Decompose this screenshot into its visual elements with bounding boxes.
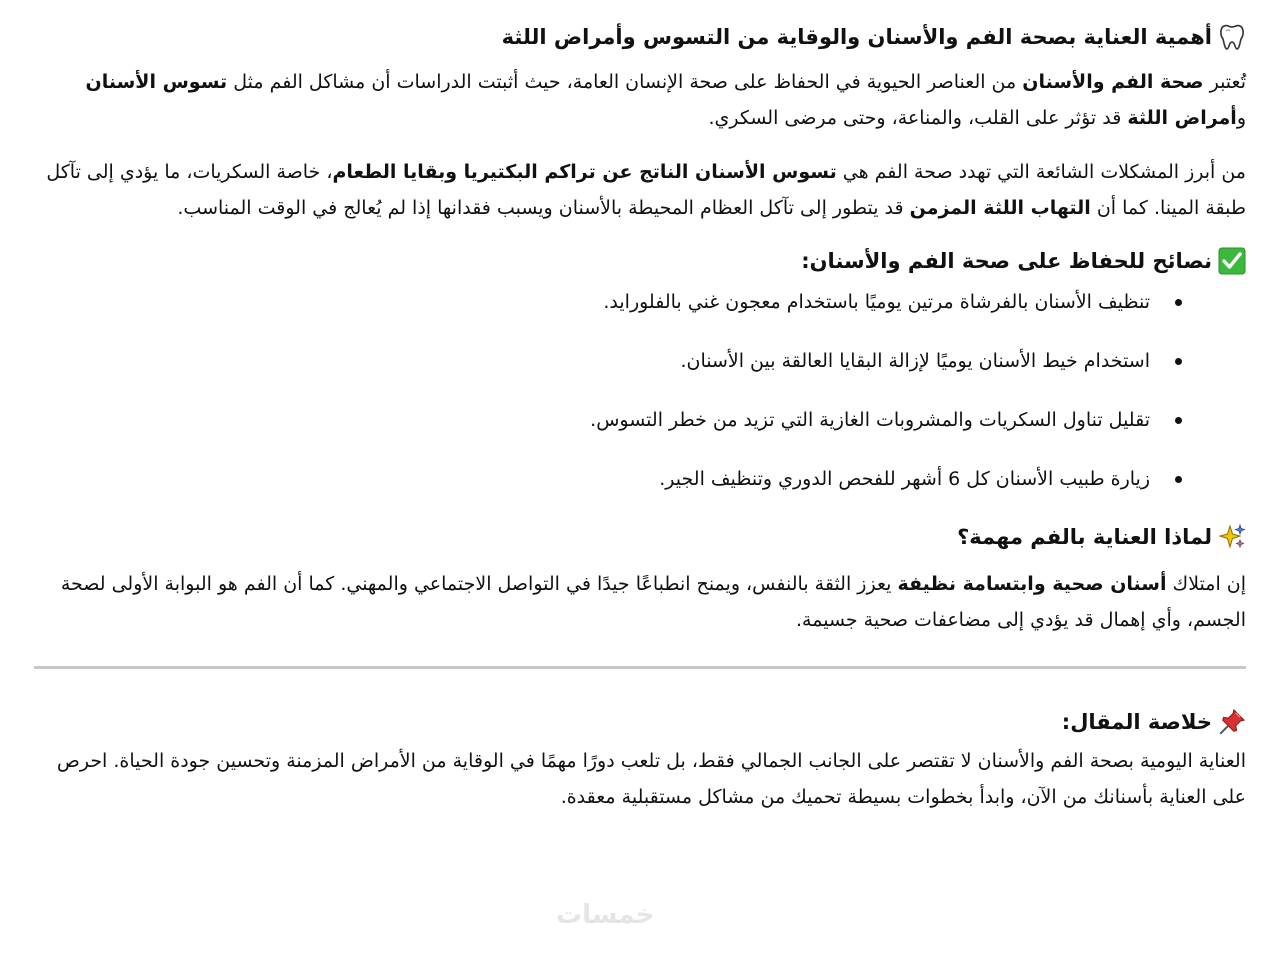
bold-span: أسنان صحية وابتسامة نظيفة xyxy=(897,573,1167,595)
problems-paragraph xyxy=(34,154,1246,226)
watermark: خمسات xyxy=(556,900,655,930)
summary-heading xyxy=(34,705,1246,739)
section-divider xyxy=(34,666,1246,669)
article-title-text: أهمية العناية بصحة الفم والأسنان والوقاية من التسوس وأمراض اللثة xyxy=(501,25,1212,49)
tips-heading-text: نصائح للحفاظ على صحة الفم والأسنان: xyxy=(801,249,1212,273)
bold-span: التهاب اللثة المزمن xyxy=(909,197,1091,219)
list-item: تقليل تناول السكريات والمشروبات الغازية التي تزيد من خطر التسوس. xyxy=(34,402,1186,438)
text-span: من أبرز المشكلات الشائعة التي تهدد صحة الفم هي xyxy=(836,161,1246,183)
why-paragraph xyxy=(34,566,1246,638)
bold-span: تسوس الأسنان الناتج عن تراكم البكتيريا وبقايا الطعام xyxy=(332,161,837,183)
text-span: قد تؤثر على القلب، والمناعة، وحتى مرضى السكري. xyxy=(708,107,1128,129)
list-item: استخدام خيط الأسنان يوميًا لإزالة البقايا العالقة بين الأسنان. xyxy=(34,343,1186,379)
pushpin-icon xyxy=(1218,708,1246,736)
article-title xyxy=(34,20,1246,54)
why-heading xyxy=(34,520,1246,554)
text-span: قد يتطور إلى تآكل العظام المحيطة بالأسنان ويسبب فقدانها إذا لم يُعالج في الوقت المناسب. xyxy=(177,197,910,219)
list-item: زيارة طبيب الأسنان كل 6 أشهر للفحص الدوري وتنظيف الجير. xyxy=(34,461,1186,497)
summary-paragraph: العناية اليومية بصحة الفم والأسنان لا تقتصر على الجانب الجمالي فقط، بل تلعب دورًا مهمًا في الوقاية من الأمراض المزمنة وتحسين جودة الحياة. احرص على العناية بأسنانك من الآن، وابدأ بخطوات بسيطة تحميك من مشاكل مستقبلية معقدة. xyxy=(56,750,1246,808)
check-mark-icon xyxy=(1218,247,1246,275)
tips-heading xyxy=(34,244,1246,278)
text-span: و xyxy=(1236,107,1246,129)
text-span: ، خاصة السكريات، ما يؤدي إلى تآكل طبقة المينا. كما أن xyxy=(46,161,1246,219)
bold-span: أمراض اللثة xyxy=(1127,107,1237,129)
tooth-icon xyxy=(1218,23,1246,51)
text-span: إن امتلاك xyxy=(1166,573,1246,595)
text-span: تُعتبر xyxy=(1203,71,1246,93)
tips-list xyxy=(34,284,1246,497)
list-item: تنظيف الأسنان بالفرشاة مرتين يوميًا باستخدام معجون غني بالفلورايد. xyxy=(34,284,1186,320)
bold-span: تسوس الأسنان xyxy=(85,71,228,93)
bold-span: صحة الفم والأسنان xyxy=(1022,71,1204,93)
sparkles-icon xyxy=(1218,523,1246,551)
summary-heading-text: خلاصة المقال: xyxy=(1061,710,1212,734)
intro-paragraph xyxy=(34,64,1246,136)
text-span: من العناصر الحيوية في الحفاظ على صحة الإنسان العامة، حيث أثبتت الدراسات أن مشاكل الفم مثل xyxy=(227,71,1023,93)
text-span: يعزز الثقة بالنفس، ويمنح انطباعًا جيدًا في التواصل الاجتماعي والمهني. كما أن الفم هو البوابة الأولى لصحة الجسم، وأي إهمال قد يؤدي إلى مضاعفات صحية جسيمة. xyxy=(60,573,1246,631)
why-heading-text: لماذا العناية بالفم مهمة؟ xyxy=(957,525,1212,549)
